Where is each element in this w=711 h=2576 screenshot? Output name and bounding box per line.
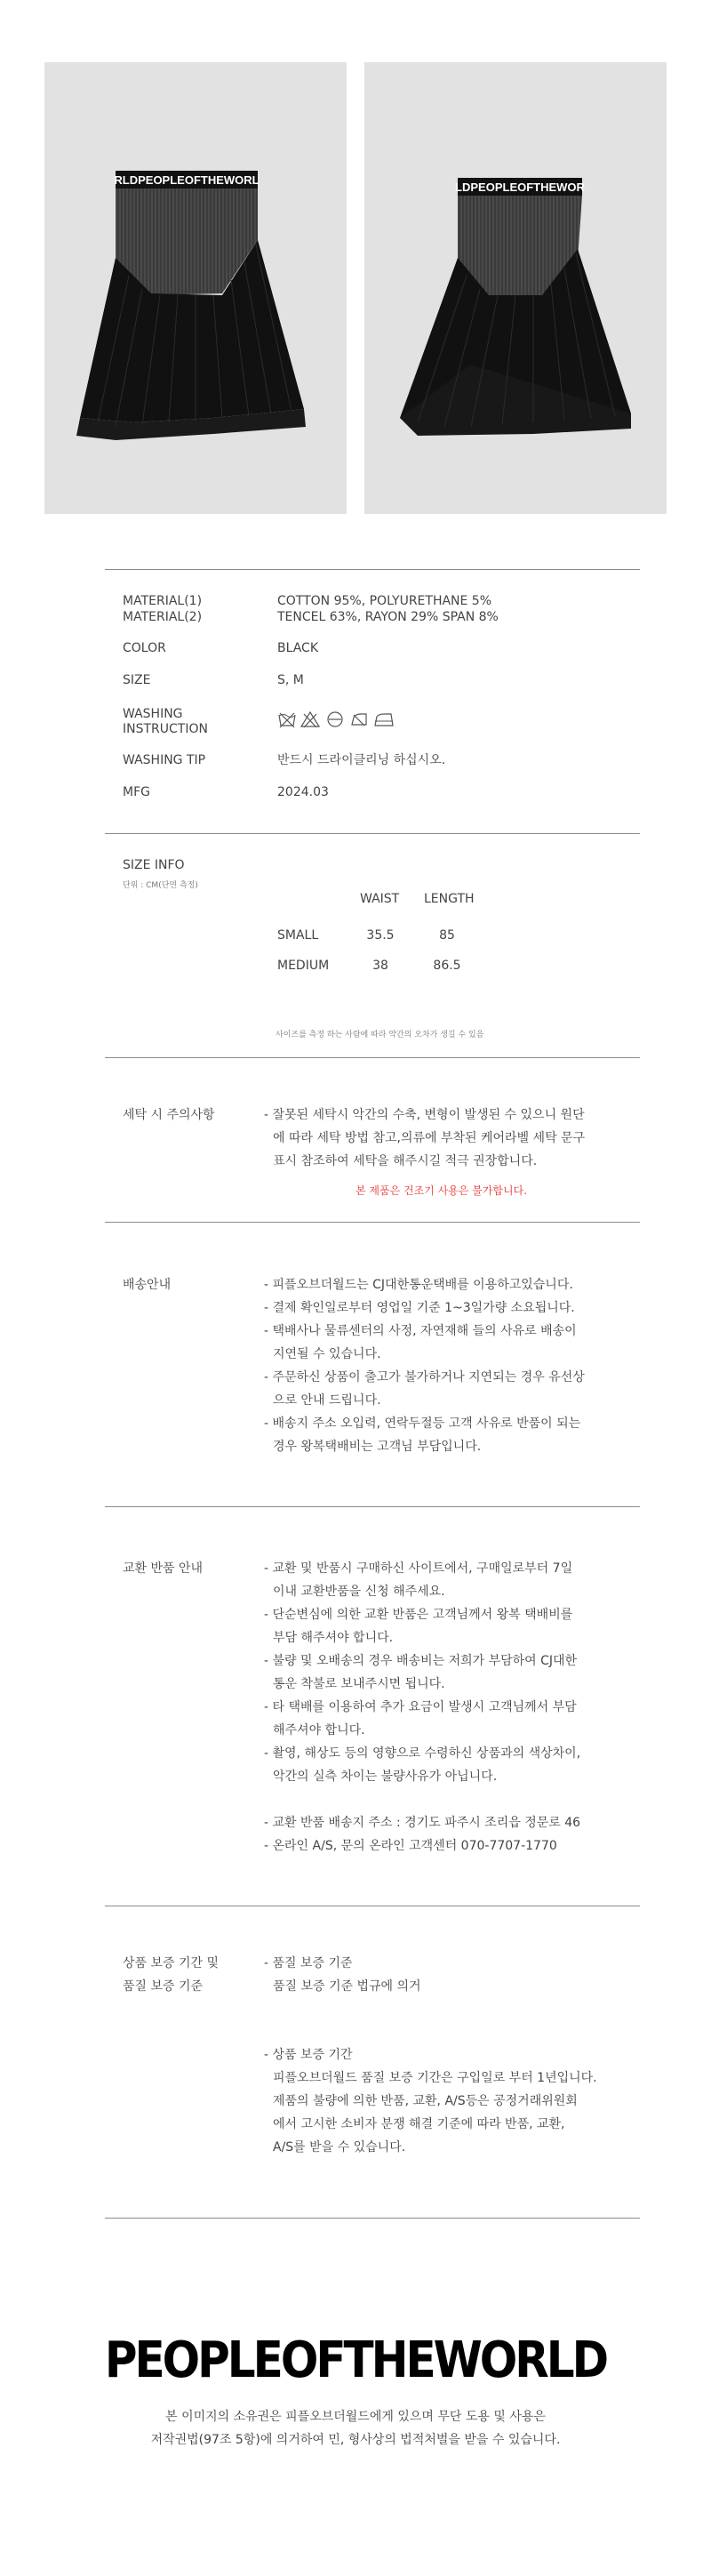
size-info-note: 사이즈를 측정 하는 사람에 따라 약간의 오차가 생길 수 있음 [276, 1031, 484, 1039]
divider [105, 1057, 640, 1058]
size-cell-waist: 38 [372, 959, 388, 973]
care-warning: 본 제품은 건조기 사용은 불가합니다. [356, 1184, 527, 1197]
divider [105, 1222, 640, 1223]
exchange-address: - 교환 반품 배송지 주소 : 경기도 파주시 조리읍 정문로 46 [264, 1816, 581, 1830]
divider [105, 569, 640, 570]
exchange-line: - 교환 및 반품시 구매하신 사이트에서, 구매일로부터 7일 [264, 1561, 573, 1576]
exchange-line: - 타 택배를 이용하여 추가 요금이 발생시 고객님께서 부담 [264, 1700, 577, 1714]
skirt-front-illustration [44, 62, 347, 514]
waistband-text: LDPEOPLEOFTHEWOR [455, 181, 585, 194]
size-label: SIZE [123, 673, 151, 687]
warranty-line: 피플오브더월드 품질 보증 기간은 구입일로 부터 1년입니다. [273, 2071, 597, 2085]
color-label: COLOR [123, 641, 166, 655]
exchange-line [264, 1788, 637, 1811]
no-tumble-dry-icon [325, 710, 345, 731]
shipping-line: - 배송지 주소 오입력, 연락두절등 고객 사유로 반품이 되는 [264, 1416, 581, 1431]
copyright-line: 본 이미지의 소유권은 피플오브더월드에게 있으며 무단 도용 및 사용은 [165, 2410, 546, 2424]
warranty-body-b [264, 2043, 637, 2159]
no-wash-icon [277, 710, 297, 731]
divider [105, 1506, 640, 1507]
size-info-title: SIZE INFO [123, 858, 185, 872]
washing-instruction-label-1: WASHING [123, 707, 183, 721]
size-row-label: MEDIUM [277, 959, 330, 973]
shipping-line: 경우 왕복택배비는 고객님 부담입니다. [273, 1440, 482, 1454]
copyright-notice [0, 2405, 711, 2452]
care-line: - 잘못된 세탁시 악간의 수축, 변형이 발생된 수 있으니 원단 [264, 1108, 585, 1122]
mfg-label: MFG [123, 785, 150, 799]
care-line: 에 따라 세탁 방법 참고,의류에 부착된 케어라벨 세탁 문구 [273, 1131, 586, 1145]
shipping-body [264, 1273, 637, 1458]
warranty-line: - 품질 보증 기준 [264, 1956, 353, 1970]
mfg-value: 2024.03 [277, 785, 329, 799]
exchange-contact: - 온라인 A/S, 문의 온라인 고객센터 070-7707-1770 [264, 1839, 557, 1853]
shipping-title: 배송안내 [123, 1278, 172, 1292]
care-title: 세탁 시 주의사항 [123, 1108, 215, 1122]
copyright-line: 저작권법(97조 5항)에 의거하여 민, 형사상의 법적처벌을 받을 수 있습니다. [150, 2433, 561, 2447]
material1-label: MATERIAL(1) [123, 594, 203, 608]
brand-logo: PEOPLEOFTHEWORLD [104, 2331, 607, 2389]
no-bleach-icon [300, 710, 320, 731]
waistband-text: RLDPEOPLEOFTHEWORL [114, 173, 260, 187]
exchange-line: 부담 해주셔야 합니다. [273, 1631, 394, 1645]
size-value: S, M [277, 673, 304, 687]
skirt-back-illustration [364, 62, 667, 514]
color-value: BLACK [277, 641, 319, 655]
no-iron-icon [349, 710, 369, 731]
warranty-line: A/S를 받을 수 있습니다. [273, 2140, 406, 2155]
exchange-line: 악간의 실측 차이는 불량사유가 아닙니다. [273, 1769, 498, 1784]
material1-value: COTTON 95%, POLYURETHANE 5% [277, 594, 492, 608]
material2-value: TENCEL 63%, RAYON 29% SPAN 8% [277, 610, 499, 624]
shipping-line: - 택배사나 물류센터의 사정, 자연재해 들의 사유로 배송이 [264, 1324, 577, 1338]
dry-clean-icon [373, 710, 395, 731]
shipping-line: 으로 안내 드립니다. [273, 1393, 381, 1408]
size-header-length: LENGTH [424, 892, 475, 906]
washing-tip-value: 반드시 드라이클리닝 하십시오. [277, 753, 446, 767]
washing-tip-label: WASHING TIP [123, 753, 206, 767]
exchange-line: 해주셔야 합니다. [273, 1723, 365, 1737]
warranty-line: - 상품 보증 기간 [264, 2048, 353, 2062]
divider [105, 2218, 640, 2219]
washing-instruction-label-2: INSTRUCTION [123, 722, 208, 736]
divider [105, 833, 640, 834]
care-line: 표시 참조하여 세탁을 해주시길 적극 권장합니다. [273, 1154, 538, 1168]
size-header-waist: WAIST [360, 892, 400, 906]
size-cell-length: 86.5 [433, 959, 461, 973]
exchange-line: 이내 교환반품을 신청 해주세요. [273, 1585, 445, 1599]
care-body [264, 1103, 637, 1173]
exchange-line: - 단순변심에 의한 교환 반품은 고객님께서 왕복 택배비를 [264, 1608, 573, 1622]
warranty-title-line2: 품질 보증 기준 [123, 1979, 204, 1994]
shipping-line: - 주문하신 상품이 출고가 불가하거나 지연되는 경우 유선상 [264, 1370, 585, 1384]
size-info-unit: 단위 : CM(단면 측정) [123, 881, 198, 890]
product-image-front [44, 62, 347, 514]
exchange-line: 통운 착불로 보내주시면 됩니다. [273, 1677, 445, 1691]
exchange-line: - 불량 및 오배송의 경우 배송비는 저희가 부담하여 CJ대한 [264, 1654, 578, 1668]
exchange-line: - 촬영, 해상도 등의 영향으로 수령하신 상품과의 색상차이, [264, 1746, 581, 1761]
size-cell-length: 85 [439, 928, 455, 943]
material2-label: MATERIAL(2) [123, 610, 203, 624]
shipping-line: - 피플오브더월드는 CJ대한통운택배를 이용하고있습니다. [264, 1278, 573, 1292]
size-cell-waist: 35.5 [366, 928, 395, 943]
product-image-back [364, 62, 667, 514]
size-row-label: SMALL [277, 928, 319, 943]
warranty-title-line1: 상품 보증 기간 및 [123, 1956, 220, 1970]
exchange-body [264, 1557, 637, 1858]
warranty-line: 품질 보증 기준 법규에 의거 [273, 1979, 421, 1994]
warranty-body-a [264, 1952, 637, 1998]
shipping-line: - 결제 확인일로부터 영업일 기준 1~3일가량 소요됩니다. [264, 1301, 575, 1315]
warranty-line: 에서 고시한 소비자 분쟁 해결 기준에 따라 반품, 교환, [273, 2117, 565, 2131]
warranty-line: 제품의 불량에 의한 반품, 교환, A/S등은 공정거래위원회 [273, 2094, 578, 2108]
shipping-line: 지연될 수 있습니다. [273, 1347, 381, 1361]
exchange-title: 교환 반품 안내 [123, 1561, 204, 1576]
